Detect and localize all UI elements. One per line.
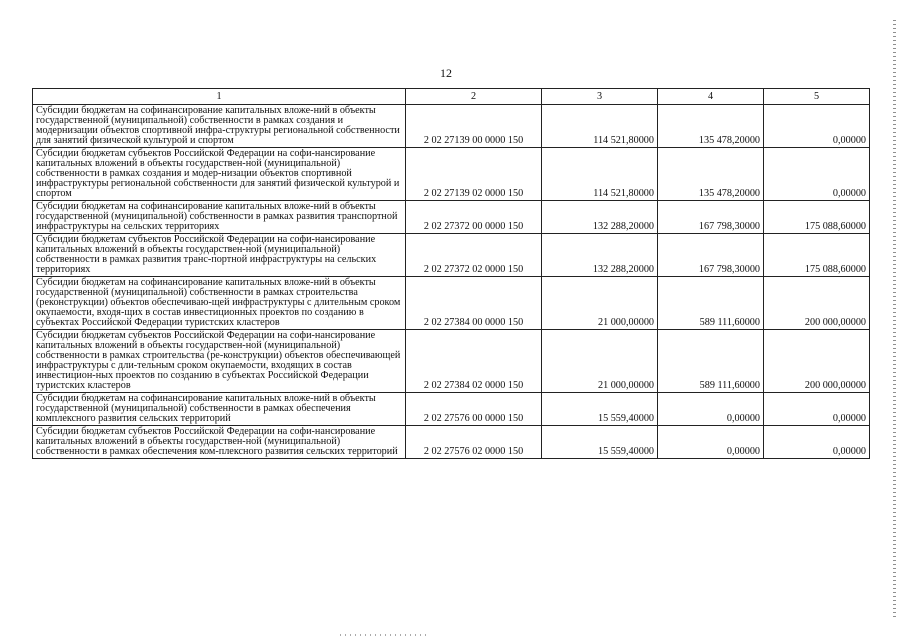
- row-value-col3: 21 000,00000: [542, 330, 658, 393]
- table-row: [33, 105, 870, 148]
- row-description: Субсидии бюджетам на софинансирование капитальных вложе-ний в объекты государственной (муниципальной) собственности в рамках создания и модернизации объектов спортивной инфра-структуры региональной собственности для занятий физической культурой и спортом: [33, 105, 406, 148]
- row-value-col5: 200 000,00000: [764, 330, 870, 393]
- header-row: [33, 89, 870, 105]
- column-header-5: 5: [764, 89, 870, 105]
- table-row: [33, 148, 870, 201]
- row-description: Субсидии бюджетам на софинансирование капитальных вложе-ний в объекты государственной (муниципальной) собственности в рамках строительства (реконструкции) объектов обеспечиваю-щей инфраструктуры с длительным сроком окупаемости, входя-щих в состав инвестиционных проектов по созданию в субъектах Российской Федерации туристских кластеров: [33, 277, 406, 330]
- row-description: Субсидии бюджетам субъектов Российской Федерации на софи-нансирование капитальных вложений в объекты государствен-ной (муниципальной) собственности в рамках создания и модер-низации объектов спортивной инфраструктуры региональной собственности для занятий физической культурой и спортом: [33, 148, 406, 201]
- row-value-col3: 114 521,80000: [542, 105, 658, 148]
- budget-table: [32, 88, 870, 459]
- table-row: [33, 277, 870, 330]
- row-value-col5: 0,00000: [764, 105, 870, 148]
- row-value-col3: 15 559,40000: [542, 393, 658, 426]
- table-row: [33, 426, 870, 459]
- table-row: [33, 234, 870, 277]
- row-code: 2 02 27384 00 0000 150: [406, 277, 542, 330]
- row-value-col4: 589 111,60000: [658, 277, 764, 330]
- column-header-1: 1: [33, 89, 406, 105]
- column-header-3: 3: [542, 89, 658, 105]
- row-code: 2 02 27372 00 0000 150: [406, 201, 542, 234]
- row-code: 2 02 27384 02 0000 150: [406, 330, 542, 393]
- row-code: 2 02 27139 02 0000 150: [406, 148, 542, 201]
- page-number: 12: [440, 66, 452, 80]
- row-description: Субсидии бюджетам на софинансирование капитальных вложе-ний в объекты государственной (муниципальной) собственности в рамках обеспечения комплексного развития сельских территорий: [33, 393, 406, 426]
- row-code: 2 02 27576 02 0000 150: [406, 426, 542, 459]
- row-value-col3: 15 559,40000: [542, 426, 658, 459]
- row-code: 2 02 27372 02 0000 150: [406, 234, 542, 277]
- scan-edge-marks: [893, 20, 896, 620]
- table-row: [33, 201, 870, 234]
- row-value-col4: 167 798,30000: [658, 201, 764, 234]
- row-value-col4: 0,00000: [658, 426, 764, 459]
- row-value-col4: 167 798,30000: [658, 234, 764, 277]
- row-description: Субсидии бюджетам субъектов Российской Федерации на софи-нансирование капитальных вложений в объекты государствен-ной (муниципальной) собственности в рамках развития транс-портной инфраструктуры на сельских территориях: [33, 234, 406, 277]
- row-value-col5: 175 088,60000: [764, 234, 870, 277]
- row-value-col5: 175 088,60000: [764, 201, 870, 234]
- row-value-col3: 21 000,00000: [542, 277, 658, 330]
- row-description: Субсидии бюджетам субъектов Российской Федерации на софи-нансирование капитальных вложений в объекты государствен-ной (муниципальной) собственности в рамках строительства (ре-конструкции) объектов обеспечивающей инфраструктуры с дли-тельным сроком окупаемости, входящих в состав инвестицион-ных проектов по созданию в субъектах Российской Федерации туристских кластеров: [33, 330, 406, 393]
- row-value-col4: 135 478,20000: [658, 148, 764, 201]
- row-description: Субсидии бюджетам субъектов Российской Федерации на софи-нансирование капитальных вложений в объекты государствен-ной (муниципальной) собственности в рамках обеспечения ком-плексного развития сельских территорий: [33, 426, 406, 459]
- table-row: [33, 393, 870, 426]
- row-value-col5: 0,00000: [764, 393, 870, 426]
- scan-bottom-marks: [340, 634, 430, 636]
- row-value-col4: 135 478,20000: [658, 105, 764, 148]
- row-value-col3: 132 288,20000: [542, 234, 658, 277]
- row-value-col5: 200 000,00000: [764, 277, 870, 330]
- row-value-col4: 589 111,60000: [658, 330, 764, 393]
- row-value-col3: 114 521,80000: [542, 148, 658, 201]
- row-code: 2 02 27576 00 0000 150: [406, 393, 542, 426]
- row-value-col5: 0,00000: [764, 426, 870, 459]
- column-header-2: 2: [406, 89, 542, 105]
- row-value-col5: 0,00000: [764, 148, 870, 201]
- row-code: 2 02 27139 00 0000 150: [406, 105, 542, 148]
- column-header-4: 4: [658, 89, 764, 105]
- table-row: [33, 330, 870, 393]
- row-value-col4: 0,00000: [658, 393, 764, 426]
- row-description: Субсидии бюджетам на софинансирование капитальных вложе-ний в объекты государственной (муниципальной) собственности в рамках развития транспортной инфраструктуры на сельских территориях: [33, 201, 406, 234]
- row-value-col3: 132 288,20000: [542, 201, 658, 234]
